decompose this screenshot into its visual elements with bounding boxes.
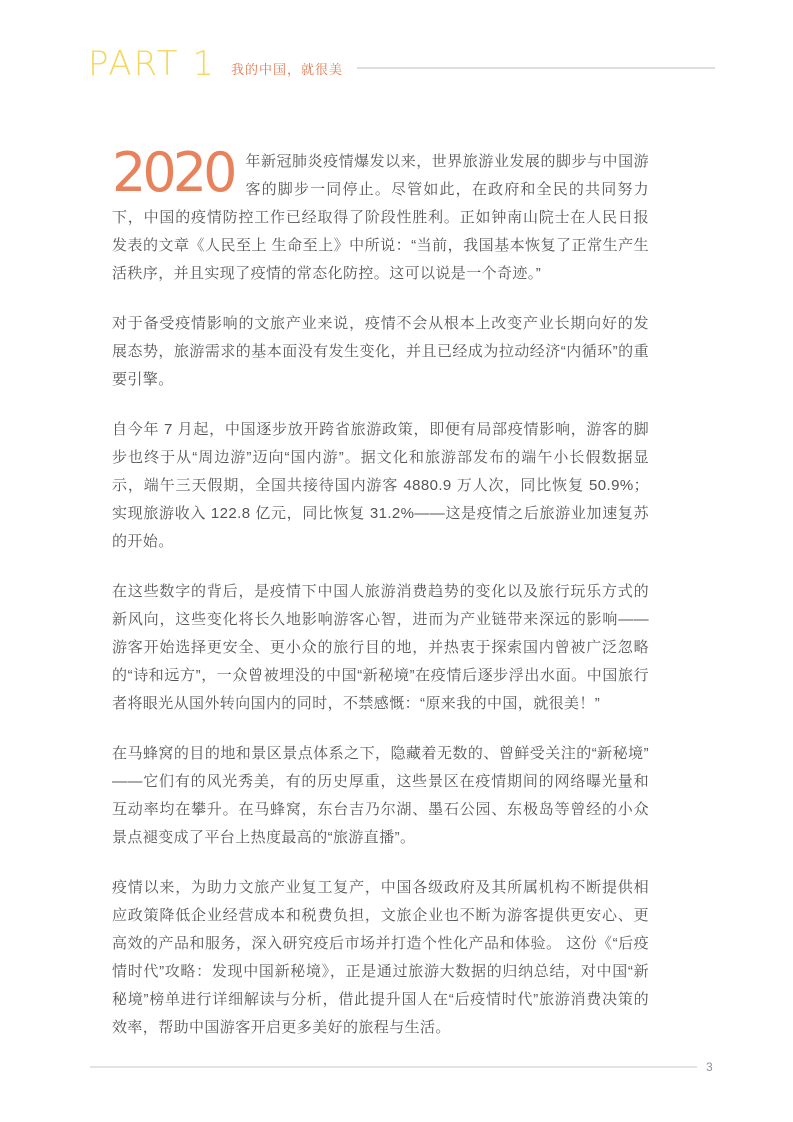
part-label: PART 1: [88, 44, 216, 84]
page-header: [88, 44, 715, 84]
header-rule: [357, 67, 715, 69]
paragraph-text: 年新冠肺炎疫情爆发以来，世界旅游业发展的脚步与中国游客的脚步一同停止。尽管如此，在政府和全民的共同努力下，中国的疫情防控工作已经取得了阶段性胜利。正如钟南山院士在人民日报发表的文章《人民至上 生命至上》中所说：“当前，我国基本恢复了正常生产生活秩序，并且实现了疫情的常态化防控。这可以说是一个奇迹。”: [112, 153, 649, 282]
paragraph-intro: [112, 141, 649, 288]
paragraph-report-purpose: 疫情以来，为助力文旅产业复工复产，中国各级政府及其所属机构不断提供相应政策降低企业经营成本和税费负担，文旅企业也不断为游客提供更安心、更高效的产品和服务，深入研究疫后市场并打造个性化产品和体验。 这份《“后疫情时代”攻略：发现中国新秘境》，正是通过旅游大数据的归纳总结，对中国“新秘境”榜单进行详细解读与分析，借此提升国人在“后疫情时代”旅游消费决策的效率，帮助中国游客开启更多美好的旅程与生活。: [112, 879, 649, 1036]
body-content: [112, 141, 649, 1064]
paragraph-mafengwo-destinations: 在马蜂窝的目的地和景区景点体系之下，隐藏着无数的、曾鲜受关注的“新秘境”——它们有的风光秀美，有的历史厚重，这些景区在疫情期间的网络曝光量和互动率均在攀升。在马蜂窝，东台吉乃尔湖、墨石公园、东极岛等曾经的小众景点褪变成了平台上热度最高的“旅游直播”。: [112, 745, 649, 846]
page-number: 3: [706, 1060, 713, 1074]
page-footer: [90, 1060, 723, 1074]
paragraph-industry-outlook: 对于备受疫情影响的文旅产业来说，疫情不会从根本上改变产业长期向好的发展态势，旅游需求的基本面没有发生变化，并且已经成为拉动经济“内循环”的重要引擎。: [112, 315, 649, 388]
paragraph-travel-trends: 在这些数字的背后，是疫情下中国人旅游消费趋势的变化以及旅行玩乐方式的新风向，这些变化将长久地影响游客心智，进而为产业链带来深远的影响——游客开始选择更安全、更小众的旅行目的地，并热衷于探索国内曾被广泛忽略的“诗和远方”，一众曾被埋没的中国“新秘境”在疫情后逐步浮出水面。中国旅行者将眼光从国外转向国内的同时，不禁感慨：“原来我的中国，就很美！”: [112, 583, 649, 712]
footer-rule: [90, 1066, 697, 1068]
dropcap-year-2020: 2020: [112, 141, 234, 204]
paragraph-recovery-statistics: 自今年 7 月起，中国逐步放开跨省旅游政策，即便有局部疫情影响，游客的脚步也终于从“周边游”迈向“国内游”。据文化和旅游部发布的端午小长假数据显示，端午三天假期，全国共接待国内游客 4880.9 万人次，同比恢复 50.9%；实现旅游收入 122.8 亿元，同比恢复 31.2%——这是疫情之后旅游业加速复苏的开始。: [112, 421, 649, 550]
section-subtitle: 我的中国，就很美: [230, 61, 343, 77]
